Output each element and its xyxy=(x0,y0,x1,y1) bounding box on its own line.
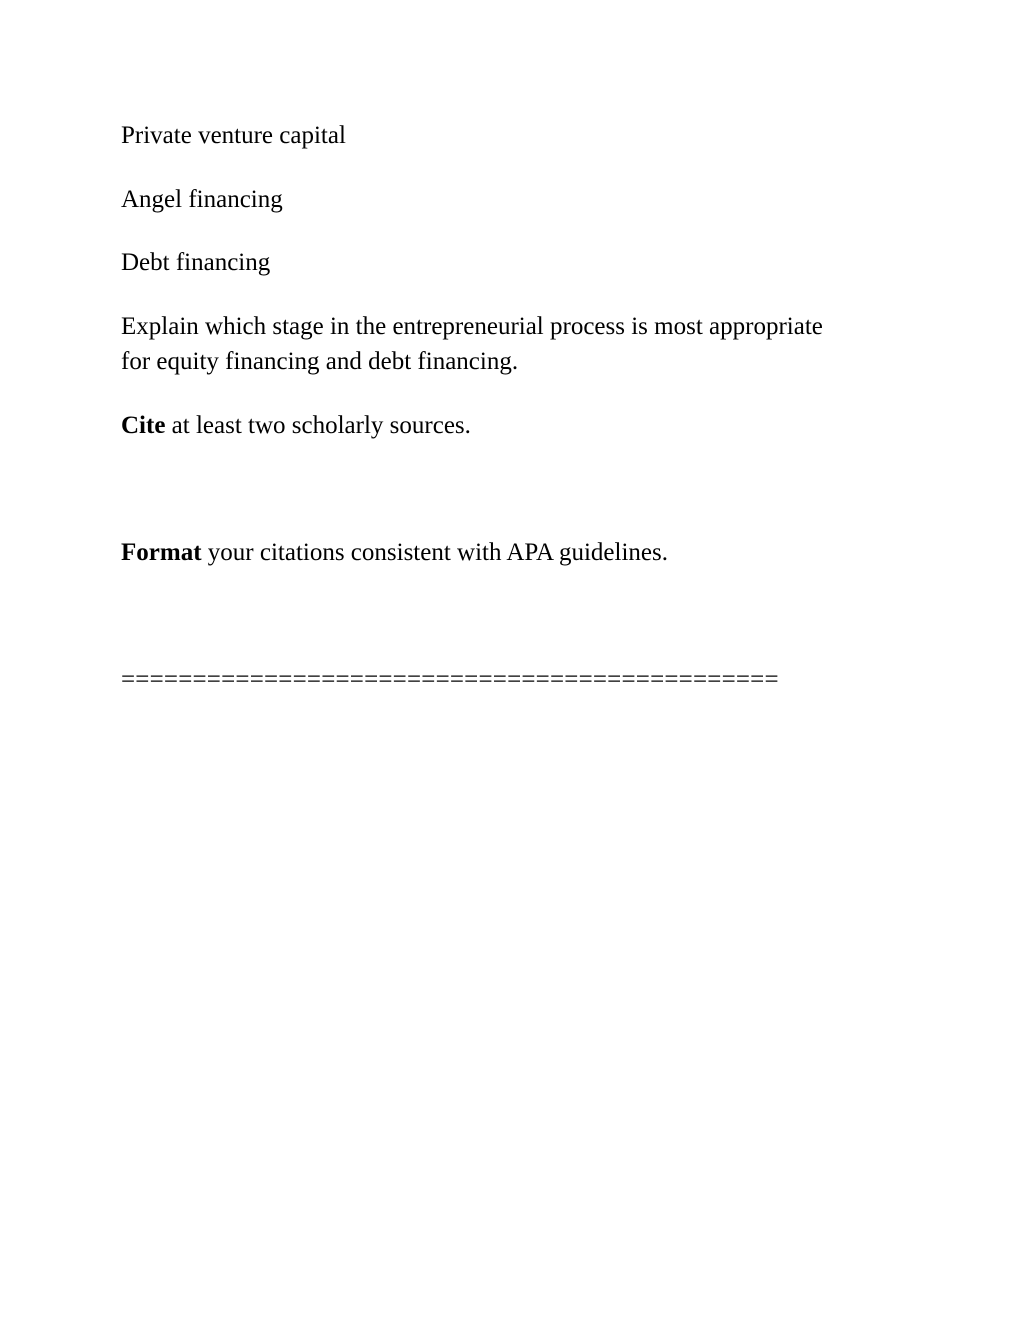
cite-keyword: Cite xyxy=(121,412,166,439)
format-text: your citations consistent with APA guidelines. xyxy=(201,539,668,566)
list-item-angel-financing: Angel financing xyxy=(121,186,283,213)
list-item-debt-financing: Debt financing xyxy=(121,249,271,276)
explain-instruction-line-1: Explain which stage in the entrepreneurial process is most appropriate xyxy=(121,313,823,340)
format-instruction xyxy=(121,535,668,570)
text-divider: ============================================== xyxy=(121,666,779,693)
cite-instruction xyxy=(121,408,471,443)
explain-instruction-line-2: for equity financing and debt financing. xyxy=(121,348,519,375)
list-item-private-venture-capital: Private venture capital xyxy=(121,122,346,149)
cite-text: at least two scholarly sources. xyxy=(165,412,471,439)
format-keyword: Format xyxy=(121,539,202,566)
